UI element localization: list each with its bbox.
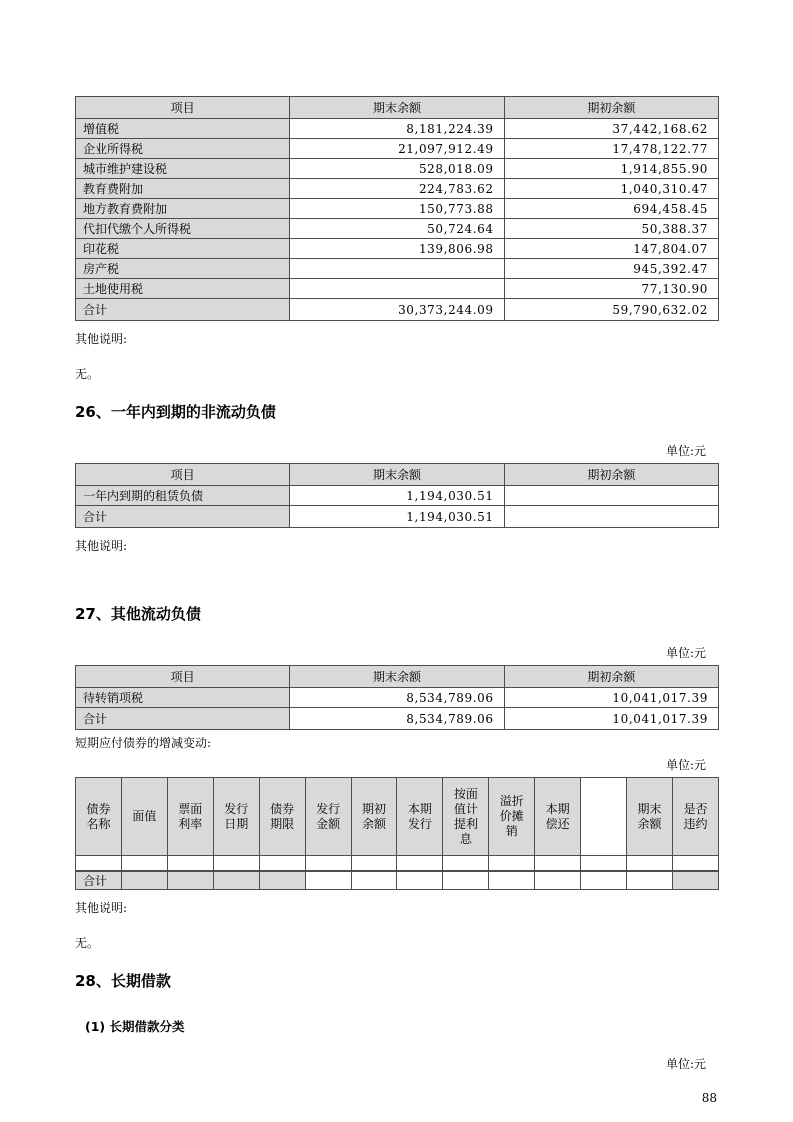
table-row [76,139,719,159]
value-cell: 50,388.37 [504,219,718,239]
value-cell: 17,478,122.77 [504,139,718,159]
column-header: 期末余额 [290,666,504,688]
value-cell [581,871,627,890]
column-header [581,778,627,856]
value-cell [167,871,213,890]
column-header: 按面值计提利息 [443,778,489,856]
item-cell: 房产税 [76,259,290,279]
item-cell: 增值税 [76,119,290,139]
table-row [76,279,719,299]
column-header: 是否违约 [672,778,718,856]
table-row [76,119,719,139]
value-cell: 77,130.90 [504,279,718,299]
column-header: 债券期限 [259,778,305,856]
empty-cell [121,856,167,871]
section-28-sub1-heading: (1) 长期借款分类 [85,1018,185,1034]
column-header: 期初余额 [351,778,397,856]
page-content [75,96,719,1105]
table-row [76,259,719,279]
empty-cell [489,856,535,871]
table-row [76,179,719,199]
empty-cell [76,856,122,871]
value-cell [213,871,259,890]
value-cell: 1,914,855.90 [504,159,718,179]
value-cell [259,871,305,890]
column-header: 期末余额 [290,97,504,119]
value-cell: 10,041,017.39 [504,708,718,730]
value-cell [627,871,673,890]
item-cell: 代扣代缴个人所得税 [76,219,290,239]
column-header: 本期偿还 [535,778,581,856]
value-cell: 10,041,017.39 [504,688,718,708]
value-cell: 945,392.47 [504,259,718,279]
value-cell: 1,194,030.51 [290,486,504,506]
item-cell: 企业所得税 [76,139,290,159]
none-text: 无。 [75,367,100,381]
column-header: 本期发行 [397,778,443,856]
column-header: 期初余额 [504,666,718,688]
total-row [76,708,719,730]
value-cell [504,486,718,506]
section-26-heading: 26、一年内到期的非流动负债 [75,403,276,421]
column-header: 项目 [76,464,290,486]
empty-cell [167,856,213,871]
column-header: 期初余额 [504,97,718,119]
item-cell: 合计 [76,299,290,321]
section-27-heading: 27、其他流动负债 [75,605,201,623]
empty-data-row [76,856,719,871]
other-current-liabilities-table [75,665,719,730]
item-cell: 待转销项税 [76,688,290,708]
value-cell [535,871,581,890]
column-header: 债券名称 [76,778,122,856]
column-header: 溢折价摊销 [489,778,535,856]
column-header: 期末余额 [627,778,673,856]
table-row [76,199,719,219]
column-header: 发行金额 [305,778,351,856]
empty-cell [305,856,351,871]
unit-label: 单位:元 [665,444,706,458]
value-cell: 528,018.09 [290,159,504,179]
column-header: 项目 [76,666,290,688]
total-row [76,506,719,528]
table-row [76,239,719,259]
value-cell [504,506,718,528]
value-cell: 224,783.62 [290,179,504,199]
table-header-row [76,778,719,856]
column-header: 票面利率 [167,778,213,856]
value-cell [290,259,504,279]
value-cell [305,871,351,890]
item-cell: 合计 [76,708,290,730]
item-cell: 合计 [76,506,290,528]
empty-cell [397,856,443,871]
total-row [76,871,719,890]
column-header: 期初余额 [504,464,718,486]
page-number: 88 [701,1090,717,1105]
item-cell: 教育费附加 [76,179,290,199]
item-cell: 印花税 [76,239,290,259]
value-cell [121,871,167,890]
value-cell: 1,040,310.47 [504,179,718,199]
table-row [76,219,719,239]
bond-change-note: 短期应付债券的增减变动: [75,736,212,750]
empty-cell [213,856,259,871]
empty-cell [581,856,627,871]
value-cell [489,871,535,890]
item-cell: 一年内到期的租赁负债 [76,486,290,506]
table-header-row [76,464,719,486]
section-28-heading: 28、长期借款 [75,971,171,990]
table-row [76,688,719,708]
table-row [76,486,719,506]
non-current-liabilities-due-table [75,463,719,528]
value-cell [351,871,397,890]
value-cell: 694,458.45 [504,199,718,219]
none-text: 无。 [75,935,100,950]
value-cell: 30,373,244.09 [290,299,504,321]
value-cell [443,871,489,890]
column-header: 面值 [121,778,167,856]
column-header: 期末余额 [290,464,504,486]
value-cell: 21,097,912.49 [290,139,504,159]
item-cell: 地方教育费附加 [76,199,290,219]
empty-cell [535,856,581,871]
table-row [76,159,719,179]
value-cell: 37,442,168.62 [504,119,718,139]
value-cell: 139,806.98 [290,239,504,259]
table-header-row [76,666,719,688]
value-cell: 8,534,789.06 [290,708,504,730]
table-header-row [76,97,719,119]
other-notes-label: 其他说明: [75,900,128,915]
empty-cell [672,856,718,871]
empty-cell [351,856,397,871]
value-cell: 50,724.64 [290,219,504,239]
other-notes-label: 其他说明: [75,539,128,553]
item-cell: 城市维护建设税 [76,159,290,179]
value-cell [672,871,718,890]
empty-cell [259,856,305,871]
total-row [76,299,719,321]
unit-label: 单位:元 [665,646,706,660]
value-cell: 1,194,030.51 [290,506,504,528]
value-cell: 8,534,789.06 [290,688,504,708]
total-label-cell: 合计 [76,871,122,890]
column-header: 项目 [76,97,290,119]
value-cell: 147,804.07 [504,239,718,259]
empty-cell [443,856,489,871]
unit-label: 单位:元 [665,758,706,772]
value-cell: 8,181,224.39 [290,119,504,139]
value-cell [397,871,443,890]
taxes-payable-table [75,96,719,321]
value-cell: 59,790,632.02 [504,299,718,321]
column-header: 发行日期 [213,778,259,856]
other-notes-label: 其他说明: [75,332,128,346]
item-cell: 土地使用税 [76,279,290,299]
empty-cell [627,856,673,871]
value-cell: 150,773.88 [290,199,504,219]
unit-label: 单位:元 [665,1056,706,1071]
value-cell [290,279,504,299]
short-term-bonds-table [75,777,719,890]
